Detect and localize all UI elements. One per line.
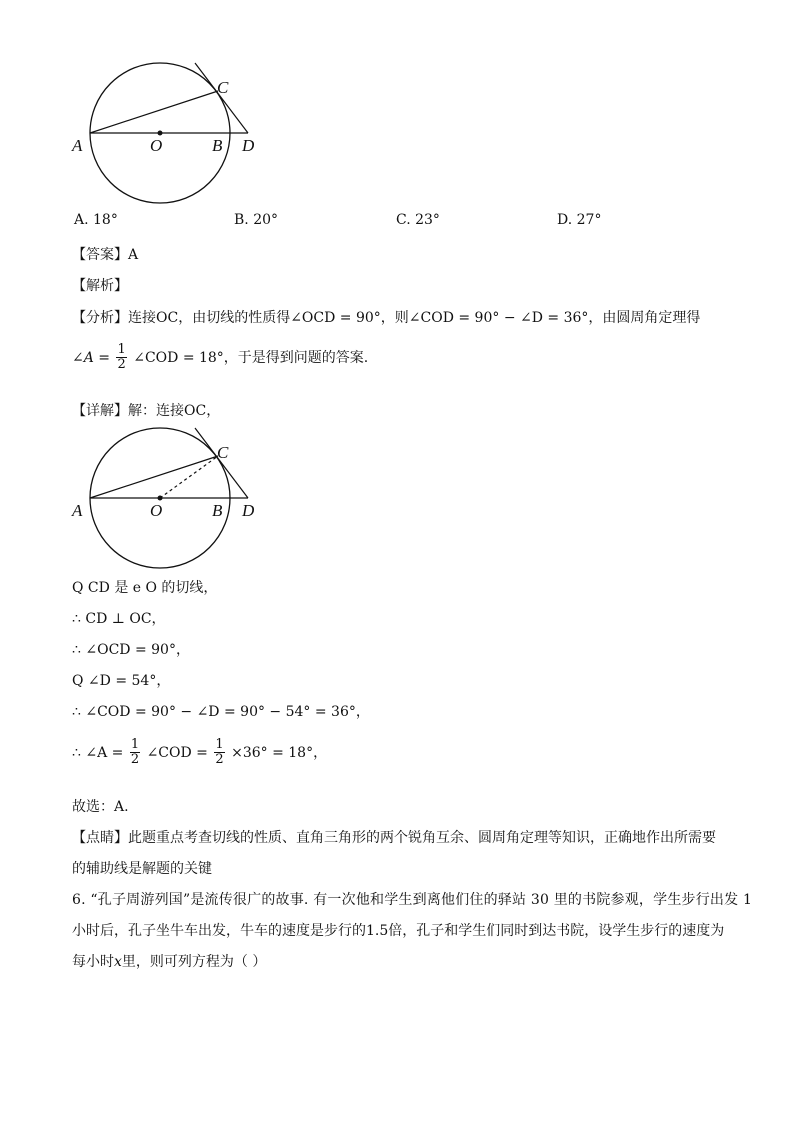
fenxi-line2-post: ∠COD = 18°，于是得到问题的答案.: [133, 349, 369, 366]
step6-fraction-2: [214, 738, 224, 768]
line-ac: [90, 91, 218, 133]
step-5: ∴ ∠COD = 90° − ∠D = 90° − 54° = 36°，: [72, 704, 370, 720]
dianjing-text-1: 此题重点考查切线的性质、直角三角形的两个锐角互余、圆周角定理等知识，正确地作出所需要: [128, 830, 716, 846]
answer-tag: 【答案】: [72, 247, 128, 263]
fenxi-frac-num: 1: [117, 342, 126, 357]
tangent-line: [195, 63, 248, 133]
step-3: ∴ ∠OCD = 90°，: [72, 642, 190, 658]
step6-pre: ∴ ∠A =: [72, 744, 124, 761]
line-ac-2: [90, 456, 218, 498]
answer-value: A: [128, 247, 139, 263]
q6-line3-post: 里，则可列方程为（ ）: [121, 954, 267, 970]
line-oc-dashed: [160, 456, 218, 498]
center-dot-2: [158, 496, 163, 501]
step-2: ∴ CD ⊥ OC，: [72, 611, 166, 627]
option-b: B. 20°: [234, 212, 279, 228]
q6-variable-x: x: [114, 954, 122, 970]
q6-line3-pre: 每小时: [72, 954, 114, 970]
step6-frac1-den: 2: [130, 752, 140, 768]
geometry-figure-2: [60, 420, 280, 580]
label-o: O: [150, 136, 163, 155]
dianjing-tag: 【点睛】: [72, 830, 128, 846]
option-d: D. 27°: [557, 212, 602, 228]
center-dot: [158, 131, 163, 136]
step-1: Q CD 是 e O 的切线，: [72, 580, 218, 596]
choose-line: 故选：A.: [72, 799, 129, 815]
step6-frac1-num: 1: [130, 737, 140, 752]
fenxi-text-1: 连接OC，由切线的性质得∠OCD = 90°，则∠COD = 90° − ∠D = 36°，由圆周角定理得: [128, 310, 701, 326]
option-c: C. 23°: [396, 212, 440, 228]
answer-line: [72, 244, 138, 264]
step6-post: ×36° = 18°，: [231, 744, 328, 761]
label-o-2: O: [150, 501, 163, 520]
fenxi-fraction: [116, 343, 126, 373]
label-d: D: [242, 136, 255, 155]
step-4: Q ∠D = 54°，: [72, 673, 171, 689]
geometry-figure-1: [60, 55, 280, 215]
fenxi-line-2: [72, 343, 368, 373]
fenxi-frac-den: 2: [117, 357, 126, 373]
analysis-tag: 【解析】: [72, 278, 128, 294]
fenxi-tag: 【分析】: [72, 310, 128, 326]
label-a-2: A: [72, 501, 83, 520]
label-c-2: C: [217, 443, 229, 462]
fenxi-line-1: [72, 307, 700, 327]
fenxi-line2-pre: ∠A =: [72, 349, 111, 366]
tangent-line-2: [195, 428, 248, 498]
label-c: C: [217, 78, 229, 97]
dianjing-line-1: [72, 827, 716, 847]
dianjing-line-2: 的辅助线是解题的关键: [72, 861, 212, 877]
label-b-2: B: [212, 501, 223, 520]
step-6: [72, 738, 327, 768]
step6-frac2-den: 2: [215, 752, 224, 768]
q6-line-1: 6. “孔子周游列国”是流传很广的故事. 有一次他和学生到离他们住的驿站 30 里的书院参观，学生步行出发 1: [72, 892, 753, 908]
detail-line: [72, 400, 220, 420]
q6-line-3: [72, 951, 266, 971]
label-b: B: [212, 136, 223, 155]
option-a: A. 18°: [74, 212, 118, 228]
step6-mid: ∠COD =: [146, 744, 208, 761]
label-d-2: D: [242, 501, 255, 520]
step6-frac2-num: 1: [215, 737, 224, 752]
detail-text: 解：连接OC，: [128, 403, 221, 419]
step6-fraction-1: [130, 738, 140, 768]
q6-line-2: 小时后，孔子坐牛车出发，牛车的速度是步行的1.5倍，孔子和学生们同时到达书院，设学生步行的速度为: [72, 923, 725, 939]
detail-tag: 【详解】: [72, 403, 128, 419]
label-a: A: [72, 136, 83, 155]
